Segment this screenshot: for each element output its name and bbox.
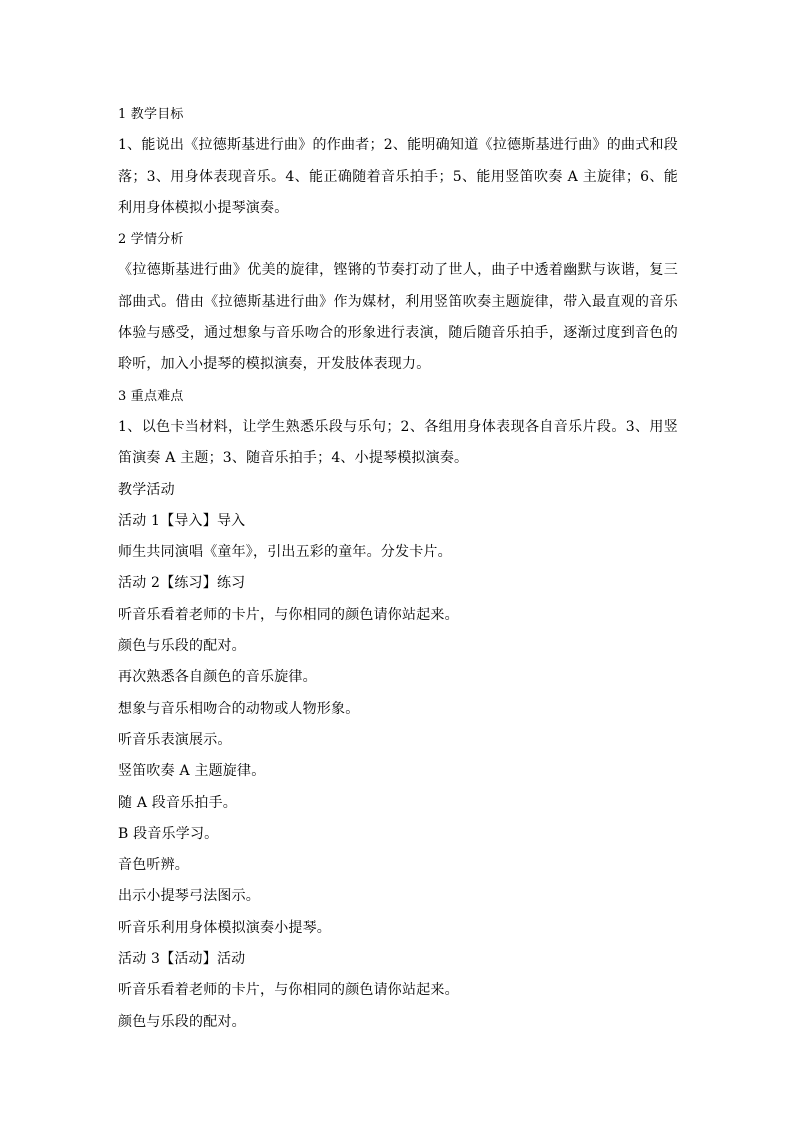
activity-line: 听音乐利用身体模拟演奏小提琴。 xyxy=(118,919,331,936)
activity-line: 想象与音乐相吻合的动物或人物形象。 xyxy=(118,700,360,717)
activity-line: 听音乐看着老师的卡片，与你相同的颜色请你站起来。 xyxy=(118,606,459,623)
paragraph-teaching-goals: 1、能说出《拉德斯基进行曲》的作曲者；2、能明确知道《拉德斯基进行曲》的曲式和段落；3、用身体表现音乐。4、能正确随着音乐拍手；5、能用竖笛吹奏 A 主旋律；6、能利用身体模拟小提琴演奏。 xyxy=(118,137,678,216)
paragraph-learner-analysis: 《拉德斯基进行曲》优美的旋律，铿锵的节奏打动了世人，曲子中透着幽默与诙谐，复三部曲式。借由《拉德斯基进行曲》作为媒材，利用竖笛吹奏主题旋律，带入最直观的音乐体验与感受，通过想象与音乐吻合的形象进行表演，随后随音乐拍手，逐渐过度到音色的聆听，加入小提琴的模拟演奏，开发肢体表现力。 xyxy=(118,262,678,373)
activity-line: 颜色与乐段的配对。 xyxy=(118,638,246,655)
activity-line: 竖笛吹奏 A 主题旋律。 xyxy=(118,763,266,780)
activity-line: 听音乐看着老师的卡片，与你相同的颜色请你站起来。 xyxy=(118,982,459,999)
heading-learner-analysis: 2 学情分析 xyxy=(118,232,184,248)
heading-teaching-goals: 1 教学目标 xyxy=(118,107,184,122)
activity-line: 师生共同演唱《童年》，引出五彩的童年。分发卡片。 xyxy=(118,544,452,561)
activity-line: 随 A 段音乐拍手。 xyxy=(118,794,238,811)
activity-line: 音色听辨。 xyxy=(118,857,189,874)
activity-1-title: 活动 1【导入】导入 xyxy=(118,512,246,529)
activity-line: 再次熟悉各自颜色的音乐旋律。 xyxy=(118,669,317,686)
document-body xyxy=(118,99,678,1038)
activity-line: 颜色与乐段的配对。 xyxy=(118,1013,246,1030)
paragraph-key-points: 1、以色卡当材料，让学生熟悉乐段与乐句；2、各组用身体表现各自音乐片段。3、用竖笛演奏 A 主题；3、随音乐拍手；4、小提琴模拟演奏。 xyxy=(118,418,678,467)
activity-line: 出示小提琴弓法图示。 xyxy=(118,888,260,905)
activity-line: 听音乐表演展示。 xyxy=(118,731,232,748)
activity-2-title: 活动 2【练习】练习 xyxy=(118,575,246,592)
activity-line: B 段音乐学习。 xyxy=(118,825,219,842)
heading-key-points: 3 重点难点 xyxy=(118,388,184,404)
activity-3-title: 活动 3【活动】活动 xyxy=(118,951,246,968)
heading-teaching-activities: 教学活动 xyxy=(118,481,175,498)
